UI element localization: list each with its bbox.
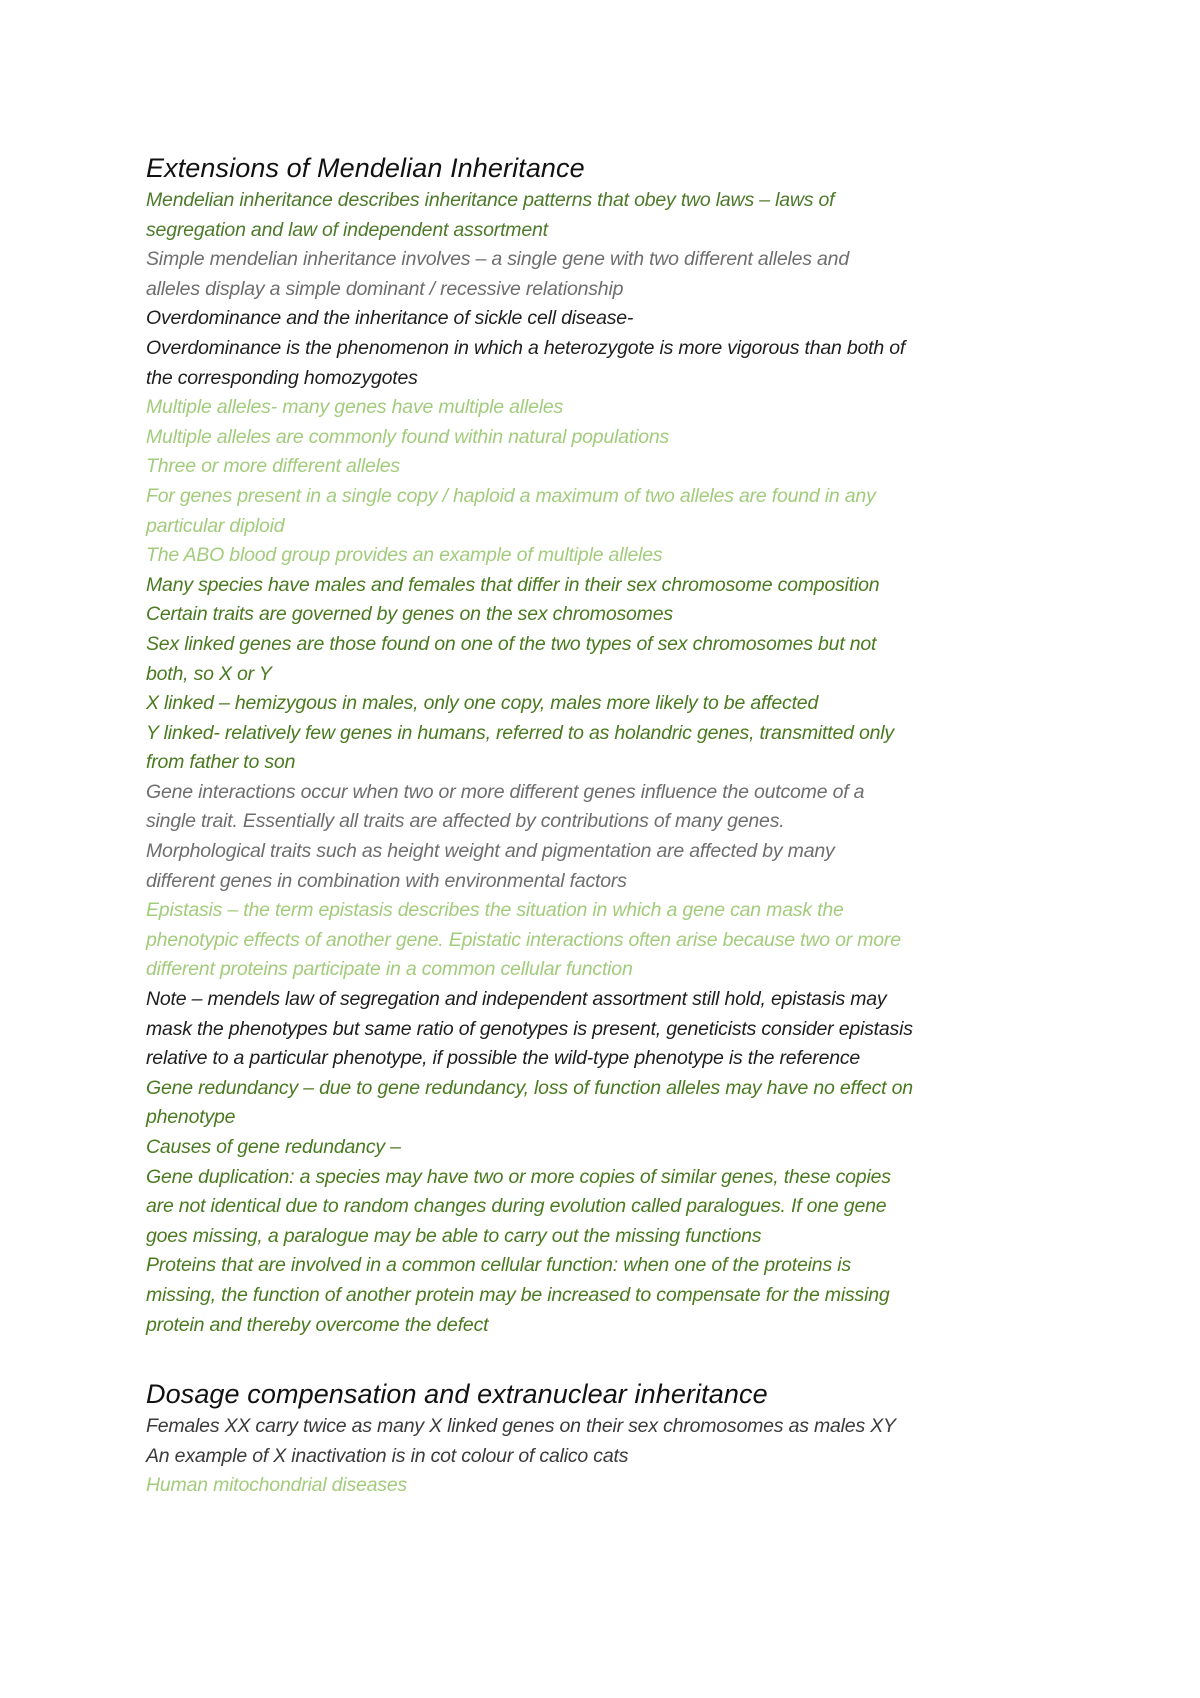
text-line: Many species have males and females that differ in their sex chromosome composition (146, 573, 880, 596)
text-line: For genes present in a single copy / haploid a maximum of two alleles are found in any (146, 484, 876, 507)
text-line: different genes in combination with environmental factors (146, 869, 627, 892)
text-line: Gene interactions occur when two or more different genes influence the outcome of a (146, 780, 865, 803)
text-line: single trait. Essentially all traits are affected by contributions of many genes. (146, 810, 785, 833)
text-line: phenotype (146, 1106, 236, 1129)
text-line: the corresponding homozygotes (146, 366, 418, 389)
text-line: Simple mendelian inheritance involves – a single gene with two different alleles and (146, 248, 849, 271)
text-line: X linked – hemizygous in males, only one copy, males more likely to be affected (146, 692, 819, 715)
text-line: Human mitochondrial diseases (146, 1474, 408, 1497)
text-line: particular diploid (146, 514, 285, 537)
text-line: goes missing, a paralogue may be able to carry out the missing functions (146, 1224, 762, 1247)
text-line: Y linked- relatively few genes in humans, referred to as holandric genes, transmitted only (146, 721, 894, 744)
section-heading: Extensions of Mendelian Inheritance (146, 153, 585, 183)
text-line: Gene redundancy – due to gene redundancy, loss of function alleles may have no effect on (146, 1076, 913, 1099)
text-line: The ABO blood group provides an example of multiple alleles (146, 544, 663, 567)
text-line: Morphological traits such as height weight and pigmentation are affected by many (146, 840, 835, 863)
text-line: Note – mendels law of segregation and independent assortment still hold, epistasis may (146, 988, 887, 1011)
text-line: Multiple alleles- many genes have multiple alleles (146, 396, 564, 419)
text-line: alleles display a simple dominant / recessive relationship (146, 277, 624, 300)
section-heading: Dosage compensation and extranuclear inheritance (146, 1379, 768, 1410)
text-line: relative to a particular phenotype, if possible the wild-type phenotype is the reference (146, 1047, 861, 1070)
text-line: Mendelian inheritance describes inheritance patterns that obey two laws – laws of (146, 189, 835, 211)
text-line: phenotypic effects of another gene. Epistatic interactions often arise because two or more (146, 928, 901, 951)
text-line: both, so X or Y (146, 662, 272, 685)
text-line: Overdominance is the phenomenon in which a heterozygote is more vigorous than both of (146, 336, 906, 359)
text-line: Gene duplication: a species may have two or more copies of similar genes, these copies (146, 1165, 891, 1188)
text-line: segregation and law of independent assortment (146, 218, 548, 241)
text-line: Three or more different alleles (146, 455, 400, 478)
document-page (146, 150, 1086, 1501)
text-line: Epistasis – the term epistasis describes the situation in which a gene can mask the (146, 899, 844, 922)
text-line: protein and thereby overcome the defect (146, 1313, 489, 1336)
text-line: Multiple alleles are commonly found within natural populations (146, 425, 670, 448)
text-line: Overdominance and the inheritance of sickle cell disease- (146, 307, 634, 330)
section-body (146, 1412, 1086, 1501)
text-line: different proteins participate in a common cellular function (146, 958, 633, 981)
text-line: Females XX carry twice as many X linked genes on their sex chromosomes as males XY (146, 1415, 896, 1438)
text-line: An example of X inactivation is in cot colour of calico cats (146, 1444, 629, 1467)
text-line: Proteins that are involved in a common cellular function: when one of the proteins is (146, 1254, 851, 1277)
text-line: Sex linked genes are those found on one of the two types of sex chromosomes but not (146, 632, 877, 655)
text-line: from father to son (146, 751, 296, 774)
text-line: mask the phenotypes but same ratio of genotypes is present, geneticists consider epistasis (146, 1017, 913, 1040)
section-body (146, 186, 1086, 1340)
text-line: are not identical due to random changes during evolution called paralogues. If one gene (146, 1195, 887, 1218)
text-line: missing, the function of another protein may be increased to compensate for the missing (146, 1283, 890, 1306)
text-line: Certain traits are governed by genes on the sex chromosomes (146, 603, 673, 626)
text-line: Causes of gene redundancy – (146, 1136, 401, 1158)
